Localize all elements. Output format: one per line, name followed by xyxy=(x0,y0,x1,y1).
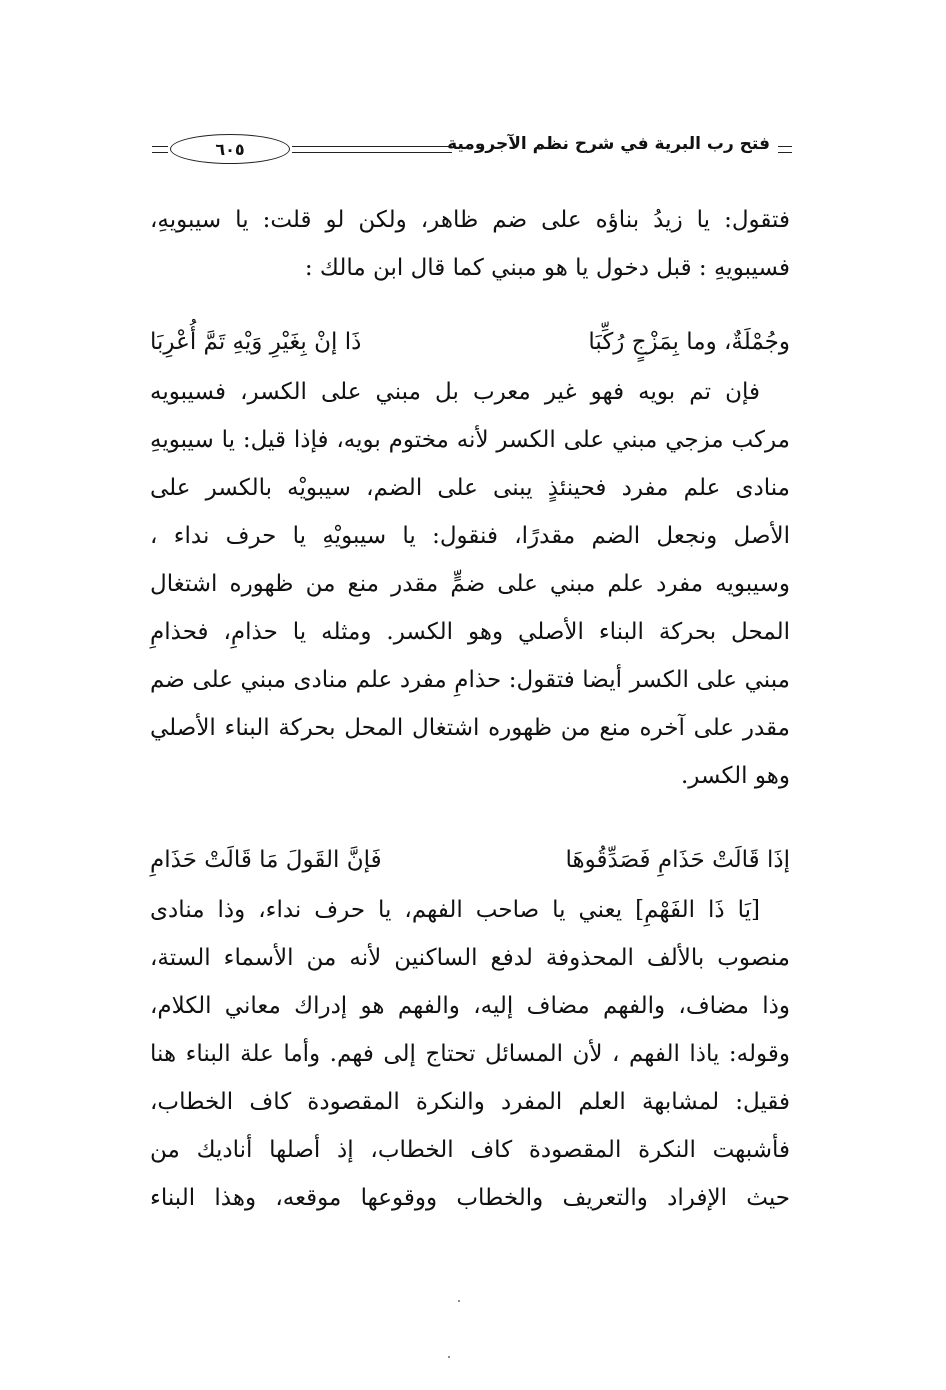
paragraph-2-line: مقدر على آخره منع من ظهوره اشتغال المحل بحركة البناء الأصلي xyxy=(150,715,790,741)
paragraph-3-line: [يَا ذَا الفَهْمِ] يعني يا صاحب الفهم، يا حرف نداء، وذا منادى xyxy=(150,897,760,923)
page-header xyxy=(152,132,792,172)
paragraph-3 xyxy=(150,886,790,1222)
verse-1 xyxy=(150,318,790,366)
header-rule-left xyxy=(152,146,168,153)
verse-2-first-hemistich: إذَا قَالَتْ حَذَامِ فَصَدِّقُوهَا xyxy=(565,847,790,873)
paragraph-2 xyxy=(150,368,790,800)
paragraph-1 xyxy=(150,196,790,292)
header-rule-right xyxy=(778,146,792,153)
paragraph-2-line: وسيبويه مفرد علم مبني على ضمٍّ مقدر منع من ظهوره اشتغال xyxy=(150,571,790,597)
paragraph-2-line: الأصل ونجعل الضم مقدرًا، فنقول: يا سيبويْهِ يا حرف نداء ، xyxy=(150,523,790,549)
paragraph-3-line: فقيل: لمشابهة العلم المفرد والنكرة المقصودة كاف الخطاب، xyxy=(150,1089,790,1115)
paragraph-3-line: منصوب بالألف المحذوفة لدفع الساكنين لأنه من الأسماء الستة، xyxy=(150,945,790,971)
paragraph-2-line: وهو الكسر. xyxy=(680,763,790,789)
verse-2-second-hemistich: فَإنَّ القَولَ مَا قَالَتْ حَذَامِ xyxy=(150,847,382,873)
paragraph-3-line: فأشبهت النكرة المقصودة كاف الخطاب، إذ أصلها أناديك من xyxy=(150,1137,790,1163)
paragraph-2-line: مركب مزجي مبني على الكسر لأنه مختوم بويه، فإذا قيل: يا سيبويهِ xyxy=(150,427,790,453)
book-title: فتح رب البرية في شرح نظم الآجرومية xyxy=(447,134,770,154)
verse-1-first-hemistich: وجُمْلَةٌ، وما بِمَزْجٍ رُكِّبَا xyxy=(588,329,790,355)
paragraph-3-line: وقوله: ياذا الفهم ، لأن المسائل تحتاج إلى فهم. وأما علة البناء هنا xyxy=(150,1041,790,1067)
paragraph-2-line: المحل بحركة البناء الأصلي وهو الكسر. ومثله يا حذامِ، فحذامِ xyxy=(150,619,790,645)
paragraph-2-line: فإن تم بويه فهو غير معرب بل مبني على الكسر، فسيبويه xyxy=(150,379,760,405)
page-number: ٦٠٥ xyxy=(170,134,290,164)
paragraph-2-line: مبني على الكسر أيضا فتقول: حذامِ مفرد علم منادى مبني على ضم xyxy=(150,667,790,693)
paragraph-3-line: حيث الإفراد والتعريف والخطاب ووقوعها موقعه، وهذا البناء xyxy=(150,1185,790,1211)
paragraph-1-line: فسيبويهِ : قبل دخول يا هو مبني كما قال ابن مالك : xyxy=(304,255,790,281)
header-rule-middle xyxy=(292,146,452,153)
verse-2 xyxy=(150,836,790,884)
paragraph-2-line: منادى علم مفرد فحينئذٍ يبنى على الضم، سيبويْه بالكسر على xyxy=(150,475,790,501)
verse-1-second-hemistich: ذَا إنْ بِغَيْرِ وَيْهِ تَمَّ أُعْرِبَا xyxy=(150,329,362,355)
scan-speck xyxy=(448,1356,450,1358)
paragraph-1-line: فتقول: يا زيدُ بناؤه على ضم ظاهر، ولكن لو قلت: يا سيبويهِ، xyxy=(150,207,790,233)
scan-speck xyxy=(458,1300,460,1302)
paragraph-3-line: وذا مضاف، والفهم مضاف إليه، والفهم هو إدراك معاني الكلام، xyxy=(150,993,790,1019)
